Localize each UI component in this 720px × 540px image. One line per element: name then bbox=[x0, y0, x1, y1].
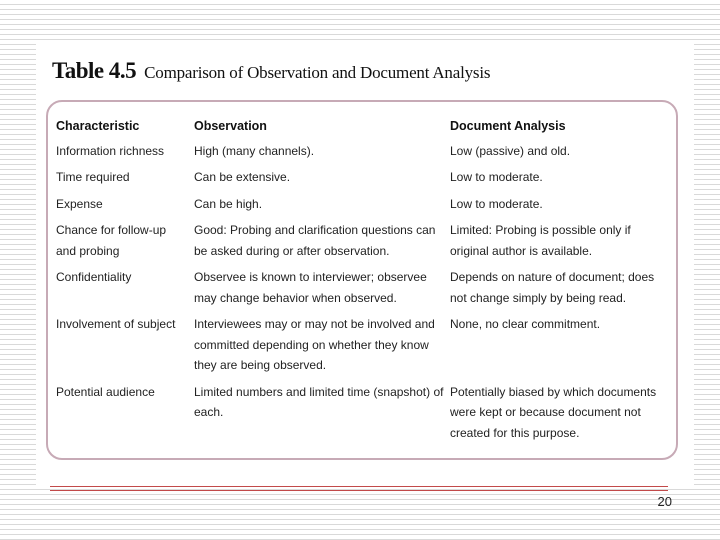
slide bbox=[36, 42, 694, 489]
cell-document-analysis: Depends on nature of document; does not change simply by being read. bbox=[450, 270, 655, 305]
cell-observation: Can be extensive. bbox=[194, 170, 291, 184]
cell-observation: High (many channels). bbox=[194, 143, 315, 158]
table-heading bbox=[52, 58, 490, 84]
cell-characteristic: Information richness bbox=[56, 143, 165, 158]
table-row bbox=[56, 167, 668, 194]
cell-observation: Limited numbers and limited time (snapshot) of each. bbox=[194, 384, 444, 419]
cell-characteristic: Confidentiality bbox=[56, 270, 132, 284]
table-row bbox=[56, 220, 668, 267]
cell-document-analysis: Potentially biased by which documents were kept or because document not created for this purpose. bbox=[450, 384, 657, 440]
cell-characteristic: Potential audience bbox=[56, 384, 155, 399]
cell-document-analysis: None, no clear commitment. bbox=[450, 317, 601, 331]
cell-document-analysis: Low to moderate. bbox=[450, 196, 543, 211]
table-header-row bbox=[56, 116, 668, 141]
cell-observation: Interviewees may or may not be involved and committed depending on whether they know they are being observed. bbox=[194, 317, 435, 372]
cell-document-analysis: Low (passive) and old. bbox=[450, 143, 571, 158]
table-number: Table 4.5 bbox=[52, 58, 137, 83]
table-frame bbox=[46, 100, 678, 460]
table-row bbox=[56, 194, 668, 221]
comparison-table bbox=[56, 116, 668, 449]
cell-observation: Observee is known to interviewer; observee may change behavior when observed. bbox=[194, 270, 427, 305]
cell-observation: Good: Probing and clarification questions can be asked during or after observation. bbox=[194, 223, 436, 258]
table-caption: Comparison of Observation and Document Analysis bbox=[144, 63, 491, 82]
page-number: 20 bbox=[657, 494, 672, 509]
cell-document-analysis: Limited: Probing is possible only if original author is available. bbox=[450, 223, 631, 258]
table-row bbox=[56, 382, 668, 450]
cell-observation: Can be high. bbox=[194, 196, 263, 211]
cell-characteristic: Time required bbox=[56, 170, 130, 184]
table-row bbox=[56, 141, 668, 168]
header-characteristic: Characteristic bbox=[56, 119, 140, 133]
cell-characteristic: Involvement of subject bbox=[56, 317, 176, 331]
cell-characteristic: Chance for follow-up and probing bbox=[56, 223, 167, 258]
footer-rule bbox=[50, 486, 668, 491]
header-observation: Observation bbox=[194, 119, 267, 133]
table-row bbox=[56, 267, 668, 314]
cell-characteristic: Expense bbox=[56, 196, 103, 211]
header-document-analysis: Document Analysis bbox=[450, 119, 566, 133]
table-row bbox=[56, 314, 668, 382]
cell-document-analysis: Low to moderate. bbox=[450, 170, 543, 184]
